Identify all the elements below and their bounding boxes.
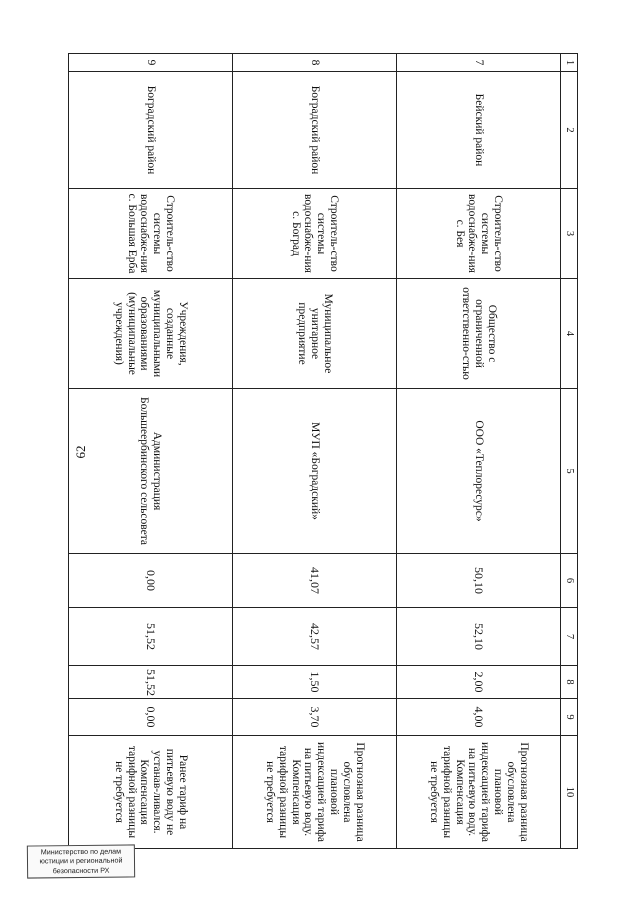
value-cell-8: 1,50 — [233, 666, 397, 699]
district-cell: Боградский район — [233, 72, 397, 189]
org-form-cell: Учреждения, созданные муниципальными образованиями (муниципальные учреждения) — [69, 279, 233, 389]
row-number: 8 — [233, 54, 397, 72]
column-header: 3 — [561, 189, 578, 279]
table-row — [233, 54, 397, 849]
rotated-table-wrapper — [78, 53, 578, 848]
value-cell-7: 42,57 — [233, 608, 397, 666]
table-row — [69, 54, 233, 849]
value-cell-9: 0,00 — [69, 699, 233, 736]
note-cell: Прогнозная разница обусловлена плановой индексацией тарифа на питьевую воду. Компенсация тарифной разницы не требуется — [397, 736, 561, 849]
stamp-line: безопасности РХ — [52, 865, 110, 876]
table-frame — [78, 53, 578, 848]
value-cell-7: 52,10 — [397, 608, 561, 666]
value-cell-7: 51,52 — [69, 608, 233, 666]
page-number: 62 — [73, 445, 88, 459]
column-header: 4 — [561, 279, 578, 389]
row-number: 9 — [69, 54, 233, 72]
district-cell: Боградский район — [69, 72, 233, 189]
column-header: 10 — [561, 736, 578, 849]
value-cell-6: 41,07 — [233, 554, 397, 608]
value-cell-8: 2,00 — [397, 666, 561, 699]
header-row — [561, 54, 578, 849]
org-name-cell: Администрация Большеербинского сельсовета — [69, 389, 233, 554]
project-cell: Строитель-ство системы водоснабже-ния с. Бея — [397, 189, 561, 279]
column-header: 5 — [561, 389, 578, 554]
project-cell: Строитель-ство системы водоснабже-ния с. Боград — [233, 189, 397, 279]
org-form-cell: Общество с ограниченной ответственно-стью — [397, 279, 561, 389]
column-header: 1 — [561, 54, 578, 72]
value-cell-9: 4,00 — [397, 699, 561, 736]
table-row — [397, 54, 561, 849]
district-cell: Бейский район — [397, 72, 561, 189]
note-cell: Прогнозная разница обусловлена плановой индексацией тарифа на питьевую воду. Компенсация тарифной разницы не требуется — [233, 736, 397, 849]
value-cell-9: 3,70 — [233, 699, 397, 736]
value-cell-8: 51,52 — [69, 666, 233, 699]
stamp-line: юстиции и региональной — [39, 855, 123, 866]
org-form-cell: Муниципальное унитарное предприятие — [233, 279, 397, 389]
column-header: 9 — [561, 699, 578, 736]
row-number: 7 — [397, 54, 561, 72]
value-cell-6: 0,00 — [69, 554, 233, 608]
column-header: 2 — [561, 72, 578, 189]
ministry-stamp — [27, 844, 135, 878]
value-cell-6: 50,10 — [397, 554, 561, 608]
org-name-cell: ООО «Теплоресурс» — [397, 389, 561, 554]
note-cell: Ранее тариф на питьевую воду не устанав-ливался. Компенсация тарифной разницы не требуется — [69, 736, 233, 849]
tariff-table — [68, 53, 578, 849]
stamp-line: Министерство по делам — [40, 846, 122, 857]
column-header: 6 — [561, 554, 578, 608]
project-cell: Строитель-ство системы водоснабже-ния с. Большая Ерба — [69, 189, 233, 279]
org-name-cell: МУП «Боградский» — [233, 389, 397, 554]
column-header: 7 — [561, 608, 578, 666]
column-header: 8 — [561, 666, 578, 699]
